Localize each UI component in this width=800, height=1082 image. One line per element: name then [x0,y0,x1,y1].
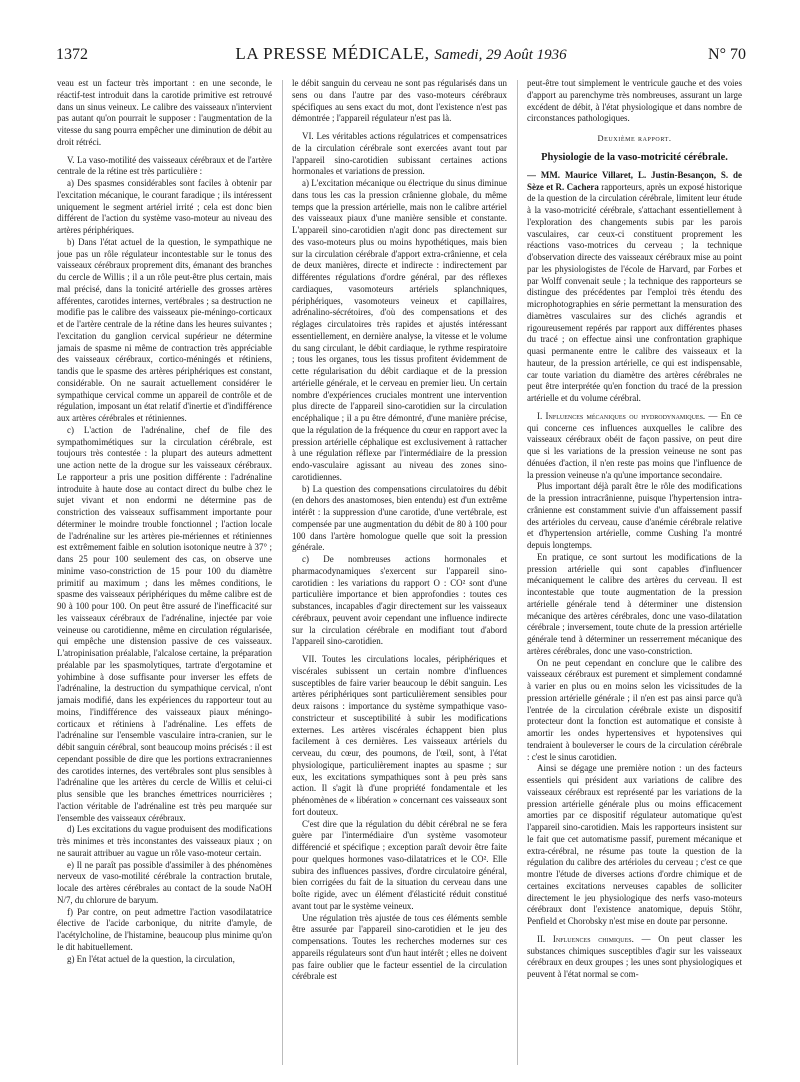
paragraph: c) De nombreuses actions hormonales et pharmacodynamiques s'exercent sur l'appareil sino-carotidien : les variations du rapport O : CO² sont d'une particulière importance et bien approfondies : toutes ces substances, incapables d'agir directement sur les vaisseaux cérébraux, peuvent avoir cependant une influence indirecte sur la circulation cérébrale en modifiant tout d'abord l'appareil sino-carotidien. [292,554,507,647]
paragraph: a) L'excitation mécanique ou électrique du sinus diminue dans tous les cas la pression crânienne globale, du même temps que la pression artérielle, mais non le calibre artériel des vaisseaux piaux d'une manière sensible et constante. L'appareil sino-carotidien n'agit donc pas directement sur des vaso-moteurs plus ou moins hypothétiques, mais bien sur la circulation cérébrale d'apport extra-crânienne, et cela de deux manières, directe et indirecte : indirectement par différentes régulations d'ordre général, par des réflexes cardiaques, vasomoteurs artériels splanchniques, périphériques, vasomoteurs veineux et capillaires, adrénalino-sécrétoires, d'où des compensations et des réglages circulatoires très rapides et ajustés intéressant essentiellement, en dernière analyse, la vitesse et le volume du sang circulant, le débit cardiaque, le rythme respiratoire ; tous les organes, tous les tissus profitent évidemment de cette régularisation du débit cardiaque et de la pression artérielle générale, et le cerveau en premier lieu. Un certain nombre d'expériences cruciales montrent une intervention plus directe de l'appareil sino-carotidien sur la circulation encéphalique ; il a pu être démontré, d'une manière précise, que la régulation de la fréquence du cœur en rapport avec la pression artérielle céphalique est exclusivement à rattacher à une régulation réflexe par l'intermédiaire de la pression endo-vasculaire agissant au niveau des zones sino-carotidiennes. [292,178,507,482]
paragraph: b) Dans l'état actuel de la question, le sympathique ne joue pas un rôle régulateur incontestable sur le tonus des vaisseaux cérébraux proprement dits, émanant des branches du cercle de Willis ; il a un rôle peut-être plus certain, mais mal précisé, dans la tonicité artérielle des grosses artères afférentes, carotides internes, vertébrales ; sa destruction ne modifie pas le calibre des vaisseaux pie-méningo-corticaux et de l'artère centrale de la rétine dans les heures suivantes ; l'excitation du ganglion cervical supérieur ne détermine jamais de spasme ni même de contraction très appréciable des vaisseaux cérébraux, cortico-méningés et rétiniens, tandis que le spasme des artères périphériques est constant, considérable. On ne saurait actuellement considérer le sympathique cervical comme un appareil de contrôle et de régulation, imposant un état relatif d'inertie et d'indifférence aux artères cérébrales et rétiniennes. [57,236,272,423]
paragraph: Une régulation très ajustée de tous ces éléments semble être assurée par l'appareil sino-carotidien et le jeu des compensations. Toutes les recherches modernes sur ces appareils régulateurs sont d'un haut intérêt ; elles ne doivent pas faire oublier que le facteur essentiel de la circulation cérébrale est [292,912,507,982]
report-authors: — MM. Maurice Villaret, L. Justin-Besançon, S. de Sèze et R. Cachera [527,169,742,192]
paragraph: f) Par contre, on peut admettre l'action vasodilatatrice élective de l'acide carbonique, du nitrite d'amyle, de l'acétylcholine, de l'histamine, beaucoup plus minime qu'on le dit habituellement. [57,906,272,952]
paragraph: peut-être tout simplement le ventricule gauche et des voies d'apport au parenchyme très nombreuses, assurant un large excédent de débit, à l'état physiologique et dans nombre de circonstances pathologiques. [527,78,742,124]
issue-date: Samedi, 29 Août 1936 [434,47,567,63]
paragraph: On ne peut cependant en conclure que le calibre des vaisseaux cérébraux est purement et simplement condamné à varier en plus ou en moins selon les vicissitudes de la pression artérielle générale ; il n'en est pas ainsi parce qu'à l'entrée de la circulation cérébrale existe un dispositif protecteur dont la fonction est automatique et consiste à amortir les ondes hypertensives et hypotensives qui tendraient à bouleverser le cours de la circulation cérébrale : c'est le sinus carotidien. [527,657,742,762]
issue-number: N° 70 [708,46,746,63]
column-middle [292,78,507,1068]
paragraph: Ainsi se dégage une première notion : un des facteurs essentiels qui président aux variations de calibre des vaisseaux cérébraux est représenté par les variations de la pression artérielle générale plus ou moins efficacement amorties par ce dispositif régulateur automatique qu'est l'appareil sino-carotidien. Mais les rapporteurs insistent sur le fait que cet automatisme passif, purement mécanique et extra-cérébral, ne résume pas toute la question de la régulation du calibre des artérioles du cerveau ; c'est ce que montre l'étude de diverses actions d'ordre chimique et de certaines excitations nerveuses capables de solliciter directement le jeu physiologique des nerfs vaso-moteurs cérébraux dont l'existence anatomique, depuis Stöhr, Penfield et Chorobsky n'est mise en doute par personne. [527,763,742,926]
paragraph: a) Des spasmes considérables sont faciles à obtenir par l'excitation mécanique, le courant faradique ; ils intéressent uniquement le segment artériel irrité ; cela est donc bien différent de l'action du système vaso-moteur au niveau des artères périphériques. [57,178,272,235]
paragraph: d) Les excitations du vague produisent des modifications très minimes et très inconstantes des vaisseaux piaux ; on ne saurait attribuer au vague un rôle vaso-moteur certain. [57,824,272,858]
page-number: 1372 [56,46,88,63]
paragraph: Plus important déjà paraît être le rôle des modifications de la pression intracrânienne, puisque l'hypertension intra-crânienne est constamment suivie d'un affaissement passif des artérioles du cerveau, cause d'anémie cérébrale relative et d'hypertension artérielle, comme Cushing l'a montré depuis longtemps. [527,481,742,550]
paragraph: En pratique, ce sont surtout les modifications de la pression artérielle qui sont capables d'influencer mécaniquement le calibre des artères du cerveau. Il est incontestable que toute augmentation de la pression artérielle générale tend à déterminer une distension mécanique des artères cérébrales, donc une vaso-dilatation cérébrale ; inversement, toute chute de la pression artérielle générale tend à déterminer un resserrement mécanique des artères cérébrales, donc une vaso-constriction. [527,551,742,656]
column-rule [282,80,283,1065]
paragraph: veau est un facteur très important : en une seconde, le réactif-test introduit dans la carotide primitive est retrouvé dans un sinus veineux. Le calibre des vaisseaux n'intervient pas autant qu'on pourrait le supposer : l'augmentation de la vitesse du sang pourra empêcher une diminution de débit au droit rétréci. [57,78,272,147]
column-left [57,78,272,1068]
subsection-label: I. Influences mécaniques ou hydrodynamiques. [537,410,706,421]
column-right [527,78,742,1068]
subsection-label: II. Influences chimiques. [537,933,634,944]
paragraph: rapporteurs, après un exposé historique de la question de la circulation cérébrale, limitent leur étude à la vaso-motricité cérébrale, s'attachant essentiellement à l'exploration des changements subis par les parois vasculaires, car ceux-ci constituent proprement les réactions vaso-motrices du cerveau ; la technique d'observation directe des vaisseaux cérébraux mise au point par les physiologistes de l'école de Harvard, par Forbes et par Wolff convenait seule ; la technique des rapporteurs se distingue des précédentes par l'emploi très étendu des microphotographies en série permettant la mensuration des diamètres vasculaires sur des clichés agrandis et rigoureusement repérés par rapport aux différentes phases du tracé ; on effectue ainsi une confrontation graphique quasi permanente entre le calibre des vaisseaux et la hauteur, de la pression artérielle, ce qui est indispensable, car toute variation du diamètre des artères cérébrales ne peut être interprétée qu'en fonction du tracé de la pression artérielle et du volume cérébral. [527,181,742,403]
section-v-heading: V. La vaso-motilité des vaisseaux cérébraux et de l'artère centrale de la rétine est très particulière : [57,154,272,177]
running-title [56,44,746,64]
paragraph: c) L'action de l'adrénaline, chef de file des sympathomimétiques sur la circulation cérébrale, est toujours très contestée : la plupart des auteurs admettent une action nette de la drogue sur les vaisseaux cérébraux. Le rapporteur a pris une position différente : l'adrénaline introduite à haute dose au contact direct du bulbe chez le sujet vivant et non endormi ne détermine pas de constriction des vaisseaux suffisamment importante pour déterminer le moindre trouble fonctionnel ; l'action locale de l'adrénaline sur les artères pie-mériennes et rétiniennes est extrêmement faible en solution isotonique neutre à 37° ; dans 25 pour 100 seulement des cas, on observe une minime vaso-constriction de 15 pour 100 du diamètre primitif au maximum ; dans les mêmes conditions, le spasme des vaisseaux périphériques du même calibre est de 90 à 100 pour 100. On peut être assuré de l'inefficacité sur les vaisseaux cérébraux de l'adrénaline, injectée par voie veineuse ou carotidienne, même en circulation régularisée, qui empêche une distension passive de ces vaisseaux. L'atropinisation préalable, l'alcalose certaine, la préparation préalable par les spasmolytiques, tartrate d'ergotamine et yohimbine à dose suffisante pour inverser les effets de l'adrénaline, la destruction du sympathique cervical, n'ont jamais modifié, dans les expériences du rapporteur tout au moins, l'indifférence des vaisseaux piaux méningo-corticaux et rétiniens à l'adrénaline. Les effets de l'adrénaline sur l'ensemble vasculaire intra-cranien, sur le débit sanguin cérébral, sont beaucoup moins précisés : il est cependant possible de dire que les portions extracraniennes des carotides internes, des vertébrales sont plus sensibles à l'adrénaline que les artères du cercle de Willis et celui-ci plus sensible que les branches émettrices nourricières ; l'action véritable de l'adrénaline est très peu marquée sur l'ensemble des vaisseaux cérébraux. [57,424,272,823]
paragraph: — En ce qui concerne ces influences auxquelles le calibre des vaisseaux cérébraux obéit de façon passive, on peut dire que si les variations de la pression veineuse ne sont pas dénuées d'action, il n'en reste pas moins que l'influence de la pression veineuse n'a qu'une importance secondaire. [527,410,742,480]
report-label: Deuxième rapport. [597,134,672,143]
section-vi-heading: VI. Les véritables actions régulatrices et compensatrices de la circulation cérébrale sont exercées avant tout par l'appareil sino-carotidien subissant certaines actions hormonales et variations de pression. [292,131,507,177]
column-rule [517,80,518,1065]
report-title: Physiologie de la vaso-motricité cérébrale. [541,151,728,163]
page-header [56,44,746,68]
section-vii-heading: VII. Toutes les circulations locales, périphériques et viscérales subissent un certain nombre d'influences susceptibles de faire varier beaucoup le débit sanguin. Les artères périphériques sont particulièrement sensibles pour deux raisons : importance du système sympathique vaso-constricteur et susceptibilité à subir les modifications externes. Les artères viscérales échappent bien plus facilement à ces dernières. Les vaisseaux artériels du cerveau, du cœur, des poumons, de l'œil, sont, à l'état physiologique, particulièrement inaptes au spasme ; sur eux, les excitations sympathiques sont à peu près sans action. Il s'agit là d'une propriété fondamentale et les phénomènes de « libération » concernant ces vaisseaux sont fort douteux. [292,654,507,817]
paragraph: — On peut classer les substances chimiques susceptibles d'agir sur les vaisseaux cérébraux en deux groupes ; les unes sont physiologiques et peuvent à l'état normal se com- [527,933,742,979]
journal-name: LA PRESSE MÉDICALE, [235,44,430,63]
paragraph: le débit sanguin du cerveau ne sont pas régularisés dans un sens ou dans l'autre par des vaso-moteurs cérébraux spécifiques au sens exact du mot, dont l'existence n'est pas démontrée ; l'appareil régulateur n'est pas là. [292,78,507,124]
paragraph: g) En l'état actuel de la question, la circulation, [67,953,235,964]
paragraph: C'est dire que la régulation du débit cérébral ne se fera guère par l'intermédiaire d'un système vasomoteur différencié et spécifique ; exception paraît devoir être faite pour quelques hormones vaso-dilatatrices et le CO². Elle subira des influences passives, d'ordre circulatoire général, bien corrigées du fait de la situation du cerveau dans une boîte rigide, avec un élément d'élasticité réduit constitué avant tout par le système veineux. [292,818,507,911]
paragraph: b) La question des compensations circulatoires du débit (en dehors des anastomoses, bien entendu) est d'un extrême intérêt : la suppression d'une carotide, d'une vertébrale, est compensée par une augmentation du débit de 80 à 100 pour 100 dans l'artère homologue quelle que soit la pression générale. [292,483,507,553]
paragraph: e) Il ne paraît pas possible d'assimiler à des phénomènes nerveux de vaso-motilité cérébrale la contraction brutale, locale des artères cérébrales au contact de la soude NaOH N/7, du chlorure de baryum. [57,859,272,905]
